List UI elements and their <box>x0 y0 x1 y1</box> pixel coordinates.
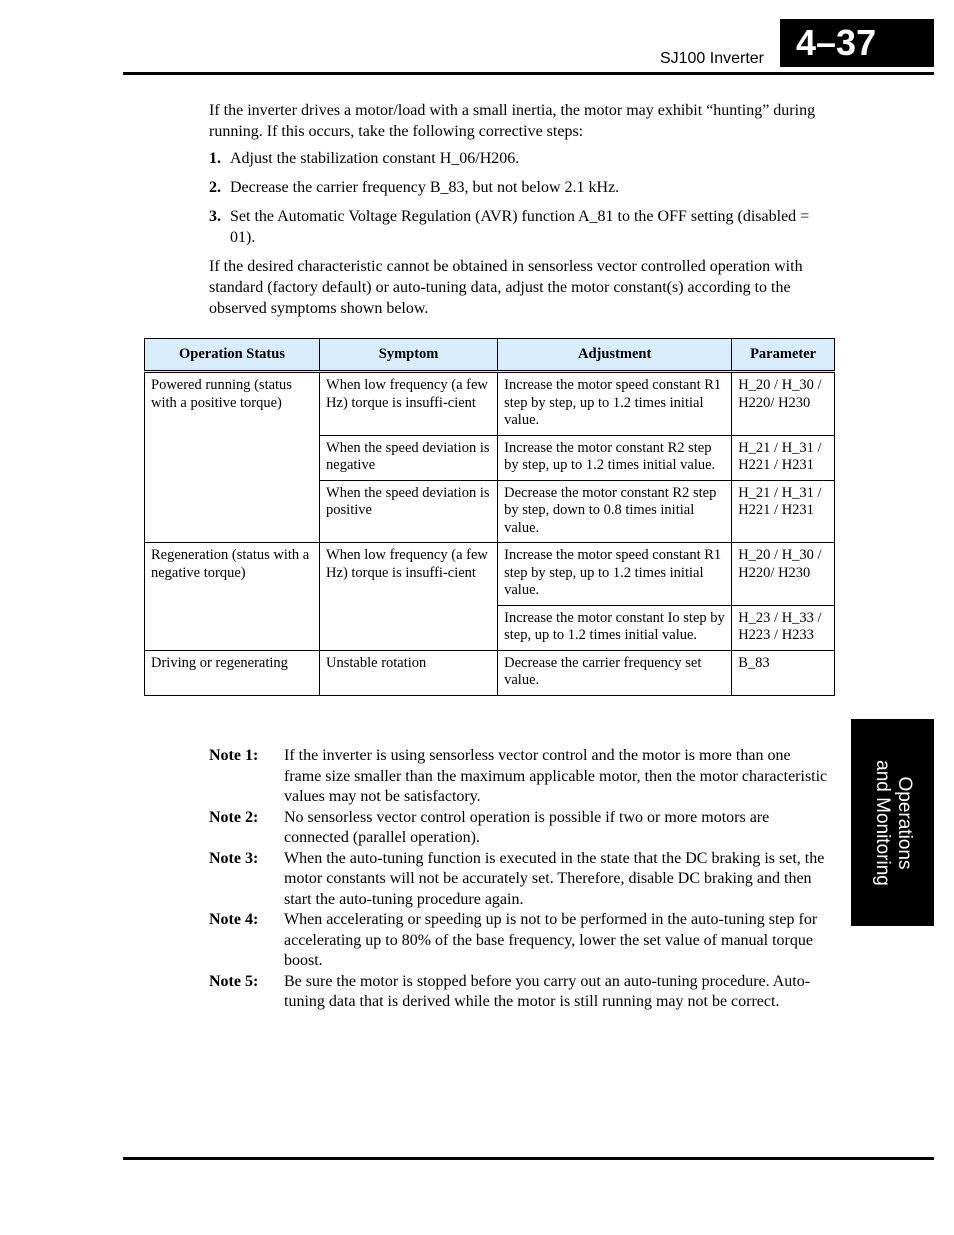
motor-constant-adjustment-table <box>144 338 835 696</box>
note-item <box>209 746 829 808</box>
step-number: 1. <box>209 150 221 167</box>
chapter-side-tab <box>851 719 934 926</box>
table-row <box>145 543 835 606</box>
note-label: Note 3: <box>209 849 259 867</box>
note-item <box>209 808 829 849</box>
note-label: Note 5: <box>209 972 259 990</box>
step-item <box>209 177 829 198</box>
parameter-cell: H_23 / H_33 / H223 / H233 <box>732 605 835 650</box>
symptom-cell: When low frequency (a few Hz) torque is insuffi-cient <box>320 543 498 651</box>
running-header: SJ100 Inverter <box>659 50 764 67</box>
symptom-cell: When low frequency (a few Hz) torque is insuffi-cient <box>320 372 498 436</box>
note-text: When the auto-tuning function is executed in the state that the DC braking is set, the motor constants will not be accurately set. Therefore, disable DC braking and then start the auto-tuning procedure again. <box>284 849 825 908</box>
status-cell: Powered running (status with a positive torque) <box>145 372 320 543</box>
step-text: Adjust the stabilization constant H_06/H206. <box>230 150 520 167</box>
note-text: If the inverter is using sensorless vector control and the motor is more than one frame size smaller than the maximum applicable motor, then the motor characteristic values may not be satisfactory. <box>284 747 828 805</box>
table-row <box>145 650 835 695</box>
note-text: When accelerating or speeding up is not to be performed in the auto-tuning step for accelerating up to 80% of the base frequency, lower the set value of manual torque boost. <box>284 911 818 969</box>
header-parameter: Parameter <box>732 339 835 372</box>
parameter-cell: H_20 / H_30 / H220/ H230 <box>732 372 835 436</box>
adjustment-cell: Increase the motor speed constant R1 step by step, up to 1.2 times initial value. <box>498 372 732 436</box>
step-number: 3. <box>209 208 221 225</box>
status-cell: Regeneration (status with a negative torque) <box>145 543 320 651</box>
header-rule <box>123 72 934 75</box>
parameter-cell: B_83 <box>732 650 835 695</box>
symptom-cell: Unstable rotation <box>320 650 498 695</box>
parameter-cell: H_21 / H_31 / H221 / H231 <box>732 435 835 480</box>
adjustment-cell: Decrease the carrier frequency set value. <box>498 650 732 695</box>
side-tab-line-2: and Monitoring <box>871 759 893 886</box>
adjustment-cell: Increase the motor speed constant R1 step by step, up to 1.2 times initial value. <box>498 543 732 606</box>
note-item <box>209 972 829 1013</box>
notes-section <box>209 746 829 1013</box>
note-label: Note 4: <box>209 911 259 928</box>
note-label: Note 2: <box>209 808 259 826</box>
status-cell: Driving or regenerating <box>145 650 320 695</box>
note-text: Be sure the motor is stopped before you carry out an auto-tuning procedure. Auto-tuning data that is derived while the motor is still running may not be correct. <box>284 972 811 1010</box>
adjustment-cell: Increase the motor constant Io step by step, up to 1.2 times initial value. <box>498 605 732 650</box>
parameter-cell: H_21 / H_31 / H221 / H231 <box>732 480 835 543</box>
note-text: No sensorless vector control operation is possible if two or more motors are connected (parallel operation). <box>284 808 770 846</box>
symptom-cell: When the speed deviation is positive <box>320 480 498 543</box>
step-item <box>209 148 829 169</box>
note-item <box>209 849 829 911</box>
step-text: Set the Automatic Voltage Regulation (AVR) function A_81 to the OFF setting (disabled = 01). <box>230 208 810 246</box>
parameter-cell: H_20 / H_30 / H220/ H230 <box>732 543 835 606</box>
page-number: 4–37 <box>780 19 934 67</box>
intro-paragraph: If the inverter drives a motor/load with a small inertia, the motor may exhibit “hunting” during running. If this occurs, take the following corrective steps: <box>209 102 816 140</box>
step-text: Decrease the carrier frequency B_83, but not below 2.1 kHz. <box>230 179 620 196</box>
header-adjustment: Adjustment <box>498 339 732 372</box>
footer-rule <box>123 1157 934 1160</box>
symptom-cell: When the speed deviation is negative <box>320 435 498 480</box>
step-number: 2. <box>209 179 221 196</box>
chapter-side-tab-label <box>871 760 915 886</box>
step-item <box>209 206 829 248</box>
corrective-steps-list <box>209 148 829 256</box>
sensorless-paragraph: If the desired characteristic cannot be obtained in sensorless vector controlled operation with standard (factory default) or auto-tuning data, adjust the motor constant(s) according to the observed symptoms shown below. <box>209 258 803 317</box>
header-operation-status: Operation Status <box>145 339 320 372</box>
side-tab-line-1: Operations <box>893 776 915 869</box>
adjustment-cell: Decrease the motor constant R2 step by step, down to 0.8 times initial value. <box>498 480 732 543</box>
note-item <box>209 910 829 972</box>
table-row <box>145 372 835 436</box>
adjustment-cell: Increase the motor constant R2 step by step, up to 1.2 times initial value. <box>498 435 732 480</box>
header-symptom: Symptom <box>320 339 498 372</box>
table-header-row <box>145 339 835 372</box>
note-label: Note 1: <box>209 747 259 764</box>
